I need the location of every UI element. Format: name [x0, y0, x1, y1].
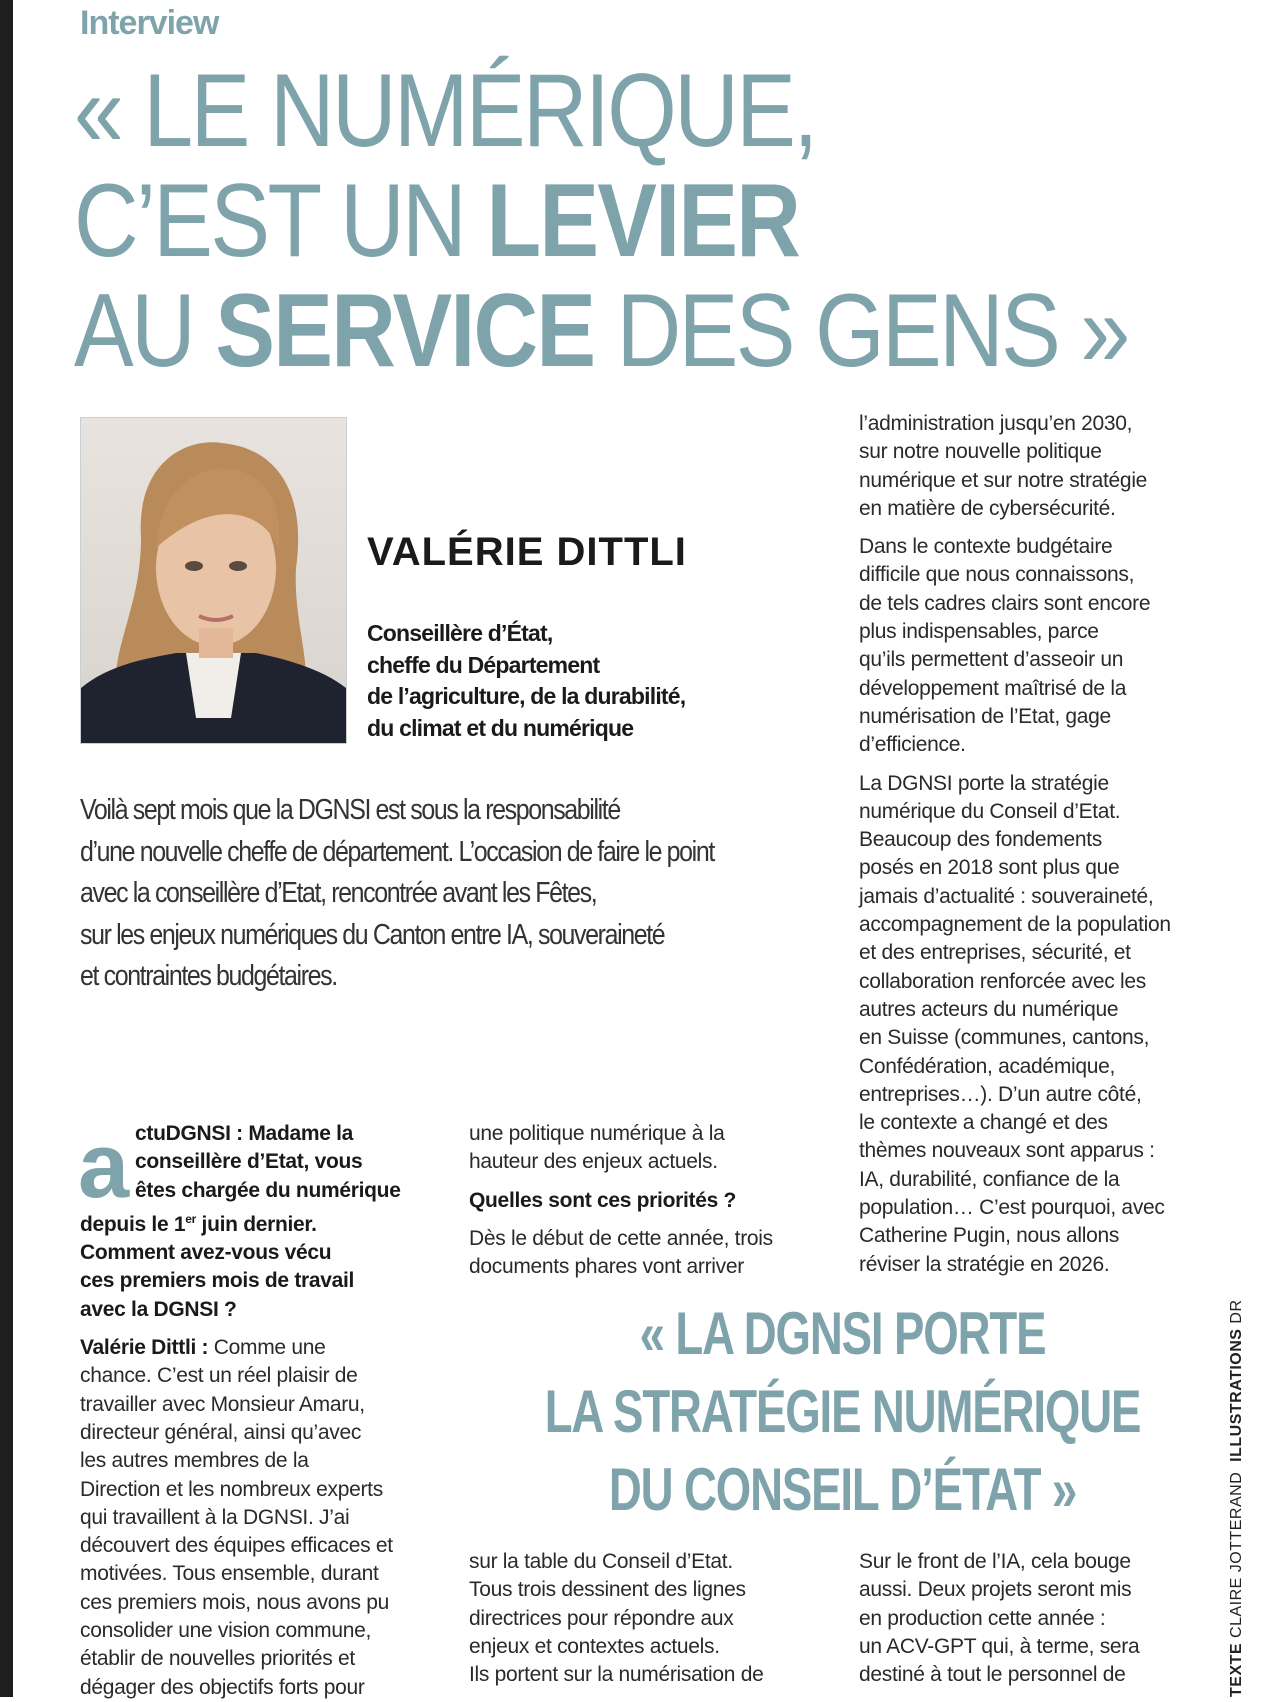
question-1-opening — [78, 1115, 401, 1217]
text-line: numérisation de l’Etat, gage — [859, 704, 1111, 728]
text-line: Voilà sept mois que la DGNSI est sous la responsabilité — [80, 794, 620, 826]
text-line: IA, durabilité, confiance de la — [859, 1167, 1120, 1191]
lead-paragraph — [80, 790, 714, 998]
text-line: Confédération, académique, — [859, 1054, 1116, 1078]
text-line: accompagnement de la population — [859, 913, 1171, 937]
interview-column-2-top — [469, 1120, 773, 1291]
text-line: d’une nouvelle cheffe de département. L’occasion de faire le point — [80, 835, 714, 868]
text-line: Dans le contexte budgétaire — [859, 535, 1113, 559]
text: Comme une — [208, 1336, 326, 1360]
text-line: collaboration renforcée avec les — [859, 969, 1146, 993]
text-line: Dès le début de cette année, trois — [469, 1226, 773, 1250]
text-line: numérique et sur notre stratégie — [859, 468, 1148, 492]
headline-line-3 — [74, 273, 1128, 389]
text-line: du climat et du numérique — [367, 714, 634, 741]
text-line: le contexte a changé et des — [859, 1111, 1108, 1135]
superscript: er — [185, 1211, 196, 1226]
text-line: réviser la stratégie en 2026. — [859, 1252, 1110, 1276]
text-line: et des entreprises, sécurité, et — [859, 941, 1131, 965]
text-line: avec la conseillère d’Etat, rencontrée avant les Fêtes, — [80, 877, 597, 909]
text-line: documents phares vont arriver — [469, 1255, 744, 1279]
left-dark-border — [0, 0, 13, 1697]
text-line: travailler avec Monsieur Amaru, — [80, 1392, 365, 1416]
text-line: enjeux et contextes actuels. — [469, 1634, 720, 1658]
section-kicker: Interview — [80, 4, 219, 42]
interview-column-1 — [78, 1115, 401, 1702]
text-line: en production cette année : — [859, 1606, 1106, 1630]
portrait-photo — [80, 417, 347, 744]
text-line: Catherine Pugin, nous allons — [859, 1224, 1120, 1248]
text-line: de tels cadres clairs sont encore — [859, 591, 1151, 615]
pull-quote — [440, 1295, 1245, 1529]
text-line: sur notre nouvelle politique — [859, 440, 1102, 464]
text-line: conseillère d’Etat, vous — [135, 1150, 363, 1174]
text-line: êtes chargée du numérique — [135, 1178, 401, 1202]
headline-text: C’EST UN — [74, 163, 487, 279]
question-2: Quelles sont ces priorités ? — [469, 1188, 737, 1212]
text-line: Ils portent sur la numérisation de — [469, 1663, 764, 1687]
text-line: consolider une vision commune, — [80, 1619, 371, 1643]
right-column-text — [859, 410, 1171, 1289]
paragraph — [469, 1225, 773, 1282]
text-line: une politique numérique à la — [469, 1122, 725, 1145]
text-line: ctuDGNSI : Madame la — [135, 1122, 354, 1145]
text-line: ces premiers mois, nous avons pu — [80, 1590, 390, 1614]
text-line: Tous trois dessinent des lignes — [469, 1578, 746, 1602]
interview-column-3-bottom — [859, 1548, 1139, 1689]
paragraph — [859, 533, 1171, 759]
answer-1-first-line — [80, 1334, 401, 1362]
text-line: Conseillère d’État, — [367, 620, 553, 646]
text-line: chance. C’est un réel plaisir de — [80, 1364, 358, 1388]
text-line: découvert des équipes efficaces et — [80, 1534, 393, 1558]
text-line: directeur général, ainsi qu’avec — [80, 1420, 362, 1444]
text-line: motivées. Tous ensemble, durant — [80, 1562, 379, 1586]
text-line: numérique du Conseil d’Etat. — [859, 799, 1121, 823]
headline-line-1: « LE NUMÉRIQUE, — [74, 53, 816, 169]
text: juin dernier. — [196, 1212, 317, 1236]
text-line: difficile que nous connaissons, — [859, 563, 1135, 587]
text-line: établir de nouvelles priorités et — [80, 1647, 355, 1671]
text-line: dégager des objectifs forts pour — [80, 1675, 365, 1699]
paragraph — [469, 1120, 773, 1177]
credit-author: CLAIRE JOTTERAND — [1228, 1471, 1245, 1638]
interview-column-2-bottom — [469, 1548, 763, 1689]
text-line: cheffe du Département — [367, 651, 600, 678]
text-line: qu’ils permettent d’asseoir un — [859, 648, 1124, 672]
text-line: Comment avez-vous vécu — [80, 1241, 332, 1265]
text-line: Beaucoup des fondements — [859, 828, 1102, 852]
text-line: posés en 2018 sont plus que — [859, 856, 1120, 880]
text-line: sur les enjeux numériques du Canton entre IA, souveraineté — [80, 918, 665, 951]
text-line: jamais d’actualité : souveraineté, — [859, 884, 1154, 908]
text-line: aussi. Deux projets seront mis — [859, 1578, 1132, 1602]
headline-text: AU — [74, 273, 216, 389]
text-line: développement maîtrisé de la — [859, 676, 1127, 700]
text: depuis le 1 — [80, 1212, 186, 1236]
headline-emphasis: SERVICE — [215, 273, 595, 389]
text-line: l’administration jusqu’en 2030, — [859, 412, 1133, 435]
speaker-label: Valérie Dittli : — [80, 1336, 209, 1360]
text-line: en matière de cybersécurité. — [859, 496, 1116, 520]
text-line: « LA DGNSI PORTE — [639, 1300, 1046, 1367]
text-line: Sur le front de l’IA, cela bouge — [859, 1550, 1131, 1573]
text-line: de l’agriculture, de la durabilité, — [367, 683, 686, 709]
credit-label: ILLUSTRATIONS — [1228, 1328, 1245, 1462]
text-line: destiné à tout le personnel de — [859, 1663, 1126, 1687]
question-1-line — [80, 1205, 401, 1239]
text-line: les autres membres de la — [80, 1449, 309, 1473]
paragraph — [859, 770, 1171, 1279]
text-line: entreprises…). D’un autre côté, — [859, 1082, 1142, 1106]
text-line: d’efficience. — [859, 733, 966, 757]
text-line: DU CONSEIL D’ÉTAT » — [608, 1456, 1077, 1523]
headline-emphasis: LEVIER — [486, 163, 800, 279]
text-line: avec la DGNSI ? — [80, 1297, 237, 1321]
answer-1 — [80, 1362, 401, 1702]
credit-author: DR — [1228, 1299, 1245, 1324]
text-line: hauteur des enjeux actuels. — [469, 1150, 718, 1174]
text-line: en Suisse (communes, cantons, — [859, 1026, 1150, 1050]
text-line: qui travaillent à la DGNSI. J’ai — [80, 1505, 350, 1529]
portrait-illustration — [81, 418, 346, 743]
interviewee-name: VALÉRIE DITTLI — [367, 530, 687, 574]
text-line: La DGNSI porte la stratégie — [859, 771, 1109, 795]
text-line: un ACV-GPT qui, à terme, sera — [859, 1634, 1140, 1658]
text-line: sur la table du Conseil d’Etat. — [469, 1550, 733, 1573]
text-line: et contraintes budgétaires. — [80, 960, 337, 992]
headline-text: DES GENS » — [594, 273, 1128, 389]
text-line: population… C’est pourquoi, avec — [859, 1196, 1165, 1220]
credits — [1228, 1299, 1246, 1697]
headline-line-2 — [74, 163, 800, 279]
question-1-rest — [80, 1239, 401, 1324]
text-line: thèmes nouveaux sont apparus : — [859, 1139, 1155, 1163]
text-line: ces premiers mois de travail — [80, 1269, 355, 1293]
text-line: plus indispensables, parce — [859, 620, 1099, 644]
interviewee-role — [367, 618, 685, 744]
credit-label: TEXTE — [1228, 1642, 1245, 1697]
text-line: autres acteurs du numérique — [859, 997, 1119, 1021]
text-line: Direction et les nombreux experts — [80, 1477, 383, 1501]
paragraph — [859, 410, 1171, 523]
text-line: directrices pour répondre aux — [469, 1606, 734, 1630]
drop-cap: a — [78, 1115, 130, 1217]
text-line: LA STRATÉGIE NUMÉRIQUE — [544, 1378, 1141, 1445]
